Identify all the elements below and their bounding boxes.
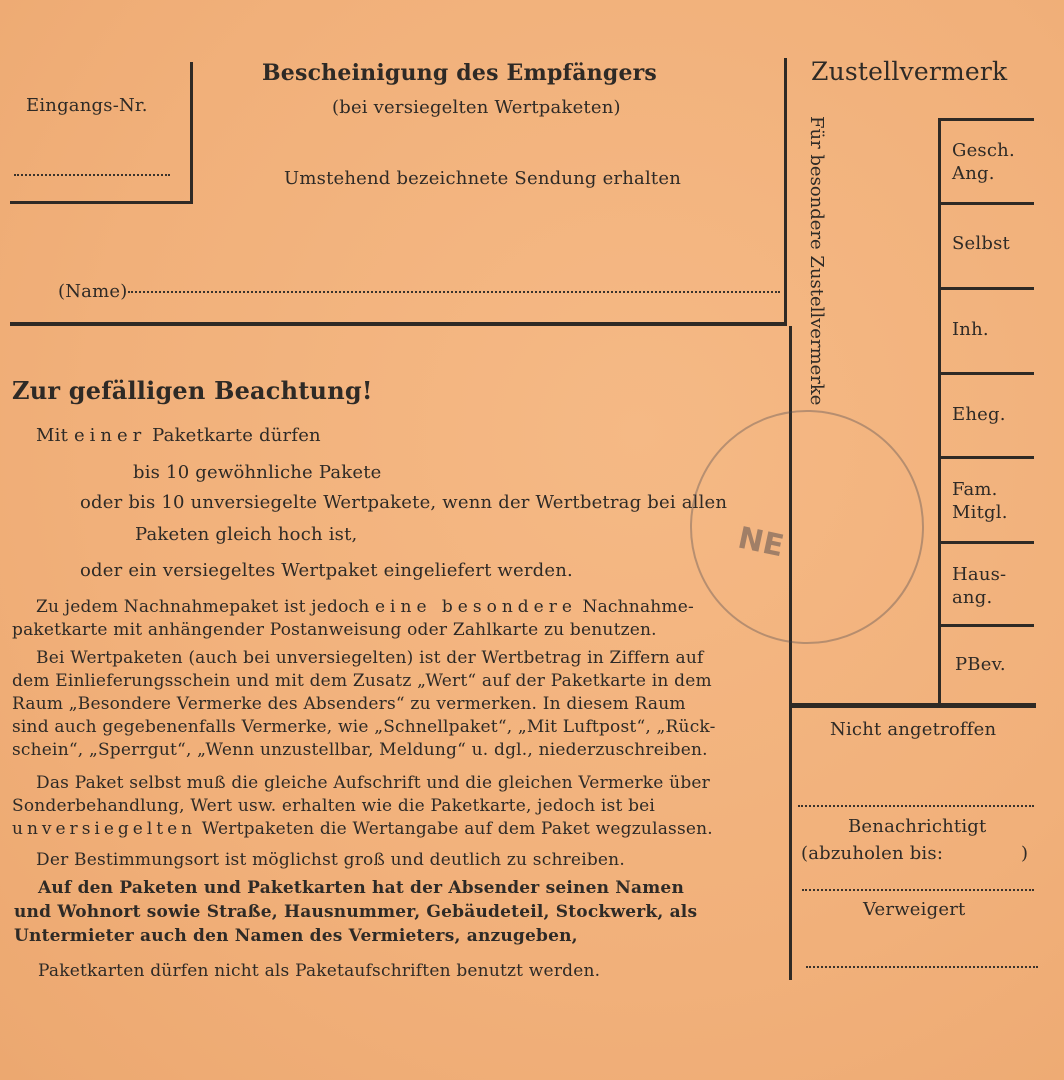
notice-p1-line1: Zu jedem Nachnahmepaket ist jedoch eine besondere Nachnahme- — [36, 597, 694, 617]
notice-p5-line1: Auf den Paketen und Paketkarten hat der Absender seinen Namen — [38, 878, 684, 898]
notice-p2-line2: dem Einlieferungsschein und mit dem Zusatz „Wert“ auf der Paketkarte in dem — [12, 671, 712, 691]
zustell-grid-left — [938, 118, 941, 706]
notice-heading: Zur gefälligen Beachtung! — [12, 376, 373, 405]
notice-p3-line1: Das Paket selbst muß die gleiche Aufschrift und die gleichen Vermerke über — [36, 773, 710, 793]
name-field[interactable] — [128, 291, 780, 293]
header-subtitle: (bei versiegelten Wertpaketen) — [332, 97, 621, 118]
zustell-row-rule — [938, 287, 1034, 290]
header-bottom-rule — [10, 322, 784, 326]
notice-option-3: oder ein versiegeltes Wertpaket eingeliefert werden. — [80, 560, 573, 581]
notice-p3-line2: Sonderbehandlung, Wert usw. erhalten wie die Paketkarte, jedoch ist bei — [12, 796, 656, 816]
zustell-row-rule — [938, 456, 1034, 459]
abzuholen-close-paren: ) — [1021, 843, 1029, 864]
benachrichtigt-label: Benachrichtigt — [848, 816, 987, 837]
eingangs-nr-label: Eingangs-Nr. — [26, 95, 148, 116]
nicht-angetroffen-label: Nicht angetroffen — [830, 719, 997, 740]
notice-p5-line2: und Wohnort sowie Straße, Hausnummer, Gebäudeteil, Stockwerk, als — [14, 902, 698, 922]
verweigert-label: Verweigert — [863, 899, 966, 920]
notice-p2-line3: Raum „Besondere Vermerke des Absenders“ zu vermerken. In diesem Raum — [12, 694, 686, 714]
notice-option-2: oder bis 10 unversiegelte Wertpakete, wenn der Wertbetrag bei allen — [80, 492, 728, 513]
notice-p3-line3: unversiegelten Wertpaketen die Wertangabe auf dem Paket wegzulassen. — [12, 819, 713, 839]
name-label: (Name) — [58, 281, 128, 302]
zustell-row-rule — [938, 541, 1034, 544]
header-title: Bescheinigung des Empfängers — [262, 60, 658, 86]
zustell-row-selbst[interactable]: Selbst — [952, 233, 1010, 254]
notice-intro: Mit einer Paketkarte dürfen — [36, 425, 321, 446]
notice-option-2b: Paketen gleich hoch ist, — [135, 524, 358, 545]
postmark-text: NE — [734, 520, 787, 565]
verweigert-field[interactable] — [806, 966, 1038, 968]
received-text: Umstehend bezeichnete Sendung erhalten — [284, 168, 681, 189]
box-divider — [190, 62, 193, 204]
notice-p2-line5: schein“, „Sperrgut“, „Wenn unzustellbar, Meldung“ u. dgl., niederzuschreiben. — [12, 740, 708, 760]
box-bottom-rule — [10, 201, 193, 204]
eingangs-nr-field[interactable] — [14, 174, 170, 176]
nicht-angetroffen-field[interactable] — [798, 805, 1034, 807]
abzuholen-label: (abzuholen bis: — [801, 843, 944, 864]
notice-p2-line1: Bei Wertpaketen (auch bei unversiegelten) ist der Wertbetrag in Ziffern auf — [36, 648, 704, 668]
zustell-row-rule — [938, 624, 1034, 627]
zustell-vertical-label: Für besondere Zustellvermerke — [806, 116, 827, 406]
benachrichtigt-field[interactable] — [802, 889, 1034, 891]
postmark-stamp — [657, 377, 957, 677]
zustell-title: Zustellvermerk — [811, 57, 1008, 86]
notice-p2-line4: sind auch gegebenenfalls Vermerke, wie „Schnellpaket“, „Mit Luftpost“, „Rück- — [12, 717, 716, 737]
zustell-row-rule — [938, 202, 1034, 205]
zustell-row-fam-mitgl[interactable]: Fam. Mitgl. — [952, 479, 1008, 523]
zustell-row-inh[interactable]: Inh. — [952, 319, 989, 340]
notice-option-1: bis 10 gewöhnliche Pakete — [133, 462, 382, 483]
notice-p6: Paketkarten dürfen nicht als Paketaufschriften benutzt werden. — [38, 961, 601, 981]
column-divider-top — [784, 58, 787, 326]
zustell-row-rule — [938, 372, 1034, 375]
zustell-grid-top — [938, 118, 1034, 121]
notice-p1-line2: paketkarte mit anhängender Postanweisung oder Zahlkarte zu benutzen. — [12, 620, 657, 640]
zustell-row-pbev[interactable]: PBev. — [955, 654, 1006, 675]
zustell-grid-bottom — [792, 703, 1036, 708]
zustell-row-haus-ang[interactable]: Haus- ang. — [952, 564, 1007, 608]
notice-p5-line3: Untermieter auch den Namen des Vermieters, anzugeben, — [14, 926, 578, 946]
notice-p4: Der Bestimmungsort ist möglichst groß und deutlich zu schreiben. — [36, 850, 625, 870]
zustell-row-eheg[interactable]: Eheg. — [952, 404, 1006, 425]
zustell-row-gesch-ang[interactable]: Gesch. Ang. — [952, 140, 1015, 184]
